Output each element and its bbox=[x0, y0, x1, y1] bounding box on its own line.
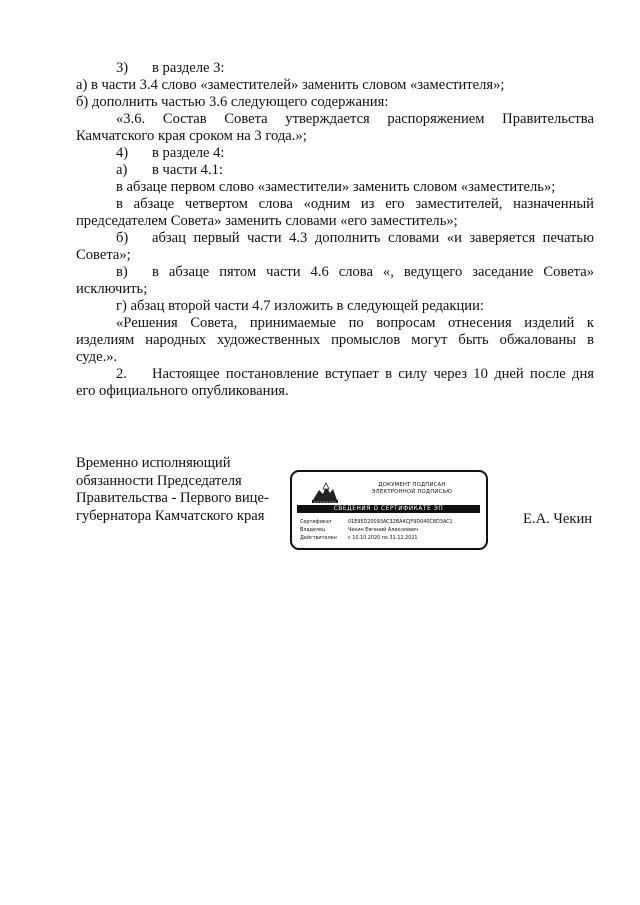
paragraph-text: в разделе 4: bbox=[152, 145, 225, 161]
item-number: 4) bbox=[116, 145, 129, 161]
signatory-position bbox=[76, 455, 269, 525]
item-number: а) bbox=[116, 162, 128, 178]
paragraph-line: в абзаце четвертом слова «одним из его заместителей, назначенный bbox=[116, 196, 594, 212]
stamp-row-owner bbox=[300, 527, 418, 533]
stamp-value: 01E95D20093AC32BA4CJF9D040C8D3AC1 bbox=[348, 519, 453, 525]
stamp-header-line: ДОКУМЕНТ ПОДПИСАН bbox=[378, 482, 446, 488]
stamp-title-bar: СВЕДЕНИЯ О СЕРТИФИКАТЕ ЭП bbox=[297, 505, 480, 513]
paragraph-line: Камчатского края сроком на 3 года.»; bbox=[76, 128, 307, 144]
item-number: 2. bbox=[116, 366, 127, 382]
stamp-label: Сертификат bbox=[300, 519, 332, 525]
paragraph-line: «3.6. Состав Совета утверждается распоряжением Правительства bbox=[116, 111, 594, 127]
paragraph-text: Настоящее постановление вступает в силу через 10 дней после дня bbox=[152, 366, 594, 382]
position-line: Правительства - Первого вице- bbox=[76, 490, 269, 506]
paragraph-line: Совета»; bbox=[76, 247, 131, 263]
stamp-header bbox=[364, 482, 460, 496]
stamp-label: Владелец bbox=[300, 527, 326, 533]
paragraph-line: в абзаце первом слово «заместители» заменить словом «заместитель»; bbox=[116, 179, 556, 195]
signatory-name: Е.А. Чекин bbox=[523, 511, 593, 527]
paragraph-line: исключить; bbox=[76, 281, 148, 297]
stamp-value: Чекин Евгений Алексеевич bbox=[348, 527, 418, 533]
stamp-row-validity bbox=[300, 535, 418, 541]
paragraph-text: абзац первый части 4.3 дополнить словами «и заверяется печатью bbox=[152, 230, 594, 246]
paragraph-line: изделиям народных художественных промыслов могут быть обжалованы в bbox=[76, 332, 594, 348]
stamp-label: Действителен bbox=[300, 535, 337, 541]
paragraph-text: в разделе 3: bbox=[152, 60, 225, 76]
paragraph-line: б) дополнить частью 3.6 следующего содержания: bbox=[76, 94, 389, 110]
item-number: в) bbox=[116, 264, 128, 280]
paragraph-line: а) в части 3.4 слово «заместителей» заменить словом «заместителя»; bbox=[76, 77, 505, 93]
paragraph-text: в части 4.1: bbox=[152, 162, 223, 178]
paragraph-line: его официального опубликования. bbox=[76, 383, 289, 399]
stamp-row-certificate bbox=[300, 519, 453, 525]
item-number: 3) bbox=[116, 60, 129, 76]
stamp-value: с 10.10.2020 по 31.12.2021 bbox=[348, 535, 418, 541]
electronic-signature-stamp bbox=[290, 470, 488, 550]
paragraph-line: г) абзац второй части 4.7 изложить в следующей редакции: bbox=[116, 298, 484, 314]
paragraph-line: суде.». bbox=[76, 349, 118, 365]
position-line: обязанности Председателя bbox=[76, 472, 242, 489]
paragraph-line: «Решения Совета, принимаемые по вопросам отнесения изделий к bbox=[116, 315, 594, 331]
paragraph-line: председателем Совета» заменить словами «его заместитель»; bbox=[76, 213, 458, 229]
item-number: б) bbox=[116, 230, 129, 246]
position-line: Временно исполняющий bbox=[76, 455, 231, 471]
position-line: губернатора Камчатского края bbox=[76, 507, 265, 524]
paragraph-text: в абзаце пятом части 4.6 слова «, ведущего заседание Совета» bbox=[152, 264, 594, 280]
stamp-header-line: ЭЛЕКТРОННОЙ ПОДПИСЬЮ bbox=[371, 489, 453, 495]
